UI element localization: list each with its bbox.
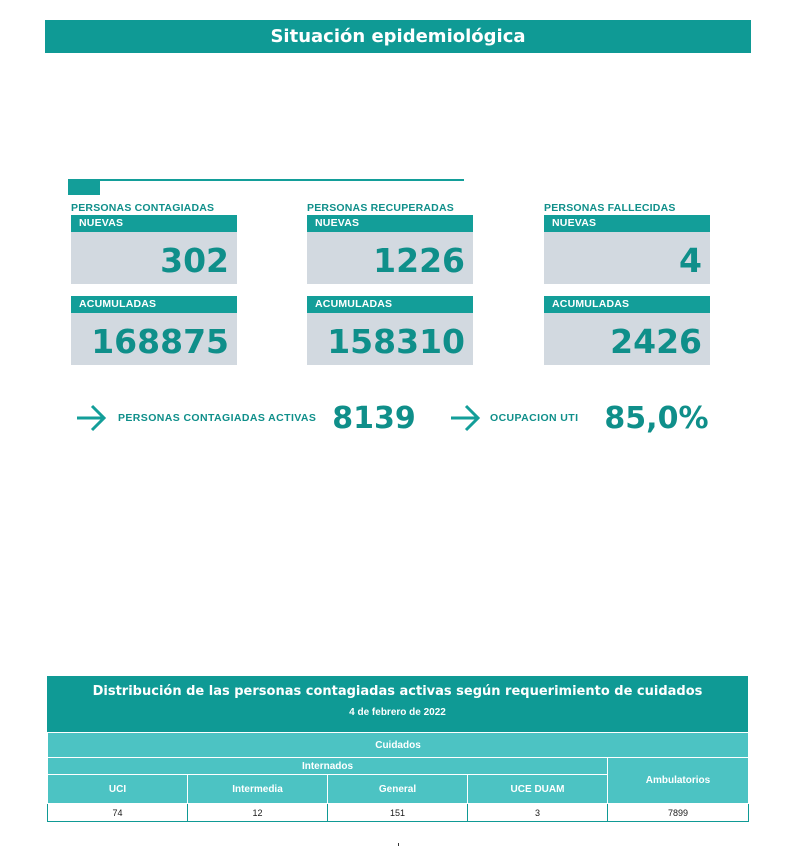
uti-row	[448, 398, 709, 438]
table-title: Distribución de las personas contagiadas activas según requerimiento de cuidados	[92, 684, 703, 699]
card-nuevas	[544, 215, 710, 284]
card-value: 2426	[610, 322, 702, 361]
ambulatorios-header: Ambulatorios	[608, 758, 749, 804]
table-cell: 7899	[608, 804, 749, 822]
column-header: UCI	[48, 775, 188, 804]
card-value: 4	[679, 241, 702, 280]
card-value: 302	[160, 241, 229, 280]
card-label: NUEVAS	[71, 215, 237, 232]
card-nuevas	[307, 215, 473, 284]
table-date: 4 de febrero de 2022	[349, 707, 446, 718]
cuidados-header: Cuidados	[48, 733, 749, 758]
metric-recuperadas	[307, 201, 473, 365]
column-header: UCE DUAM	[468, 775, 608, 804]
arrow-right-icon	[74, 401, 108, 435]
internados-header: Internados	[48, 758, 608, 775]
metric-heading: PERSONAS FALLECIDAS	[544, 202, 676, 214]
card-label: ACUMULADAS	[307, 296, 473, 313]
card-acumuladas	[307, 296, 473, 365]
activas-row	[74, 398, 416, 438]
decorative-block	[68, 179, 100, 195]
uti-value: 85,0%	[604, 400, 709, 436]
card-label: ACUMULADAS	[71, 296, 237, 313]
section-banner: Situación epidemiológica	[45, 20, 751, 53]
uti-label: OCUPACION UTI	[490, 412, 579, 424]
activas-label: PERSONAS CONTAGIADAS ACTIVAS	[118, 412, 317, 424]
distribution-grid	[47, 732, 749, 822]
decorative-line	[68, 179, 464, 181]
activas-value: 8139	[332, 400, 416, 436]
table-cell: 12	[188, 804, 328, 822]
metric-heading: PERSONAS RECUPERADAS	[307, 202, 454, 214]
card-nuevas	[71, 215, 237, 284]
table-cell: 151	[328, 804, 468, 822]
table-header	[47, 676, 748, 732]
table-cell: 3	[468, 804, 608, 822]
metric-heading: PERSONAS CONTAGIADAS	[71, 202, 215, 214]
card-label: NUEVAS	[307, 215, 473, 232]
arrow-right-icon	[448, 401, 482, 435]
column-header: General	[328, 775, 468, 804]
card-acumuladas	[71, 296, 237, 365]
card-label: ACUMULADAS	[544, 296, 710, 313]
card-value: 158310	[327, 322, 465, 361]
card-label: NUEVAS	[544, 215, 710, 232]
metric-contagiadas	[71, 201, 237, 365]
column-header: Intermedia	[188, 775, 328, 804]
distribution-table	[47, 676, 748, 822]
card-acumuladas	[544, 296, 710, 365]
card-value: 1226	[373, 241, 465, 280]
metric-fallecidas	[544, 201, 710, 365]
table-cell: 74	[48, 804, 188, 822]
page-mark	[398, 843, 399, 846]
table-row	[48, 804, 749, 822]
card-value: 168875	[91, 322, 229, 361]
